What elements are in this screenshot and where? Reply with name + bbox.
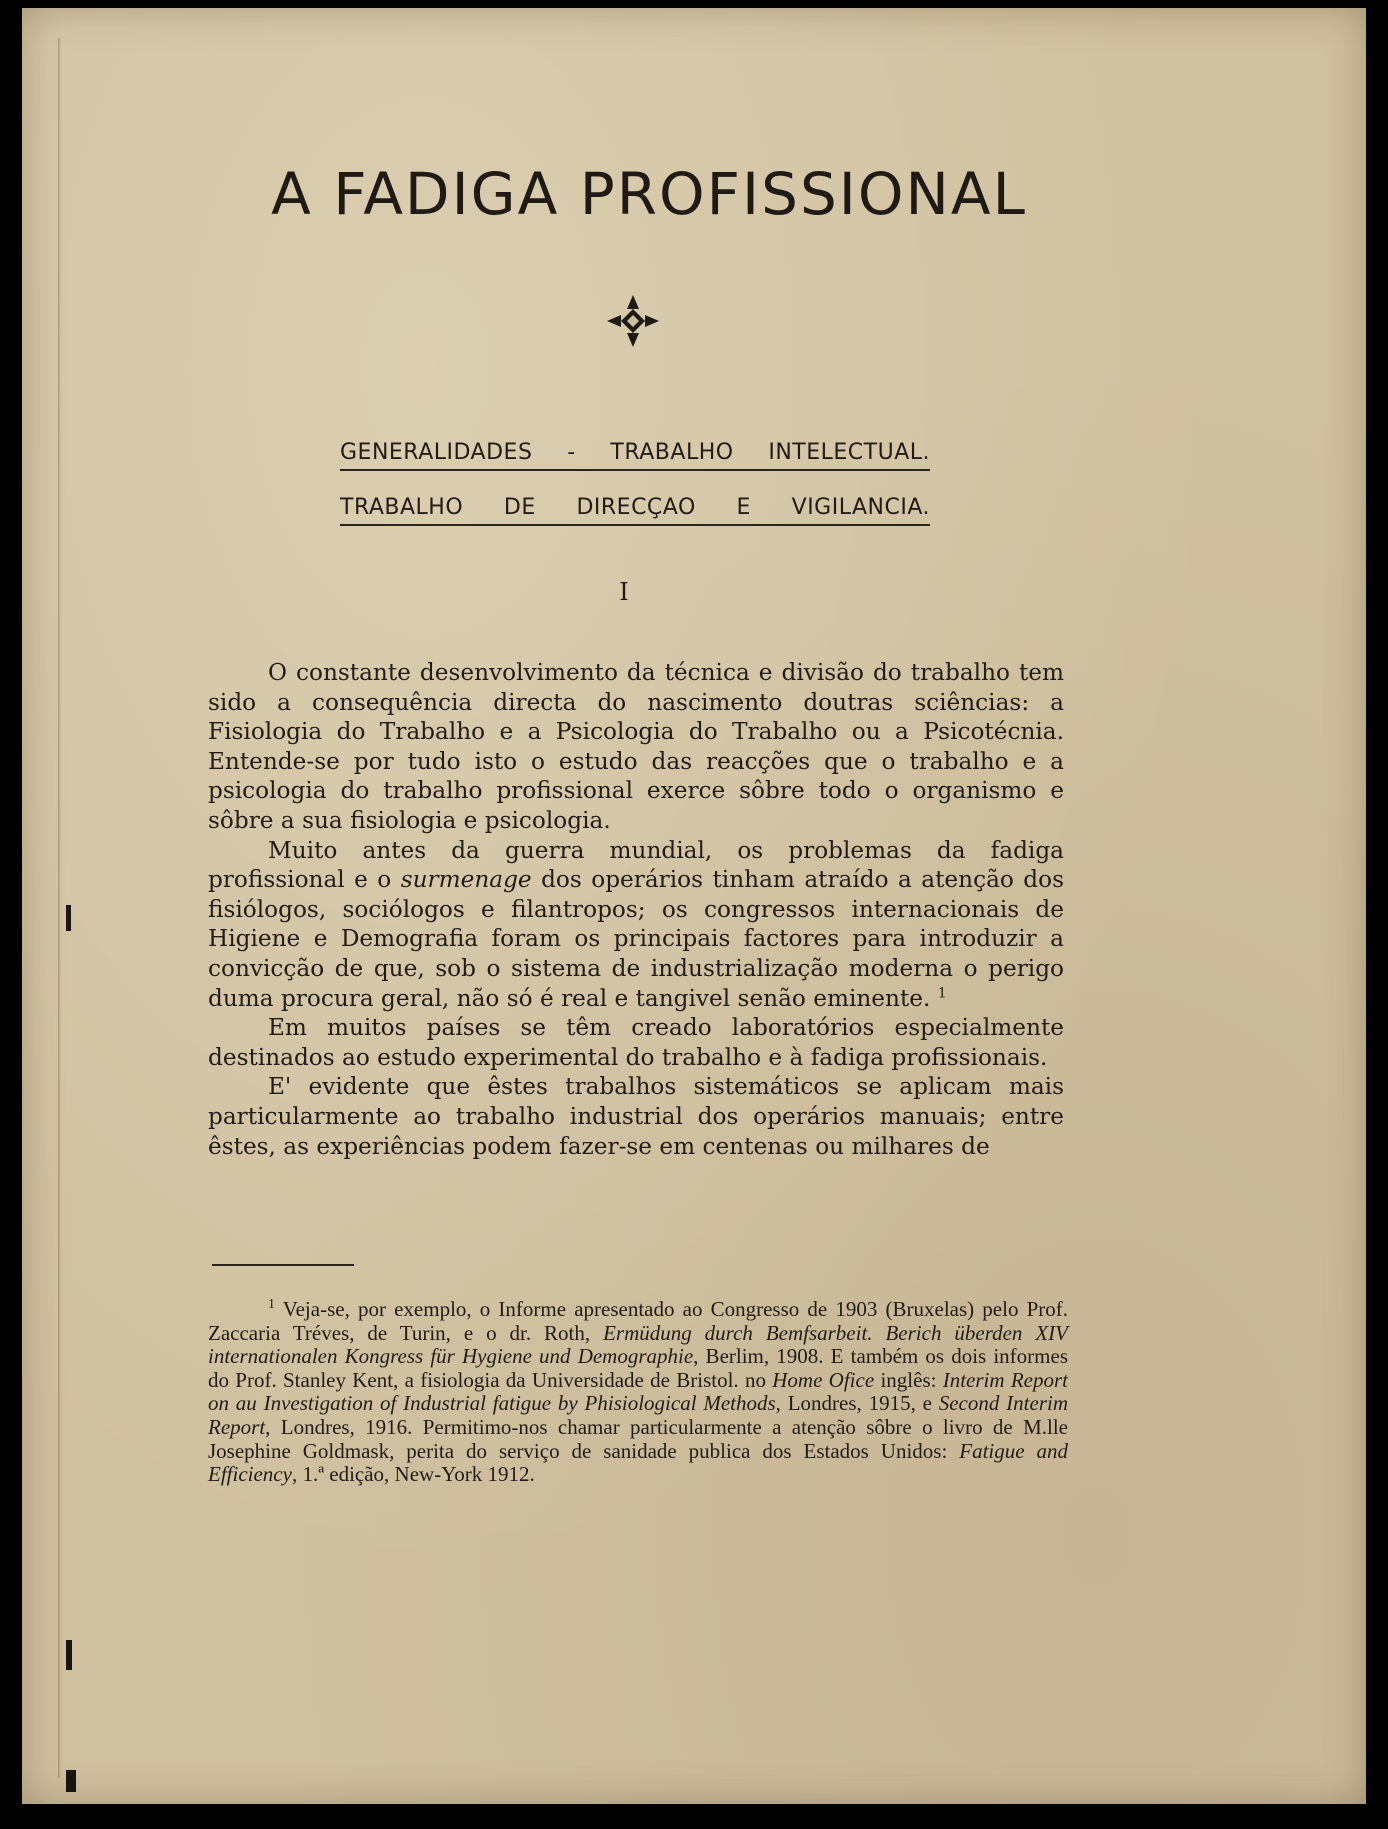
text-run: Muito antes da guerra mundial, os problemas da fadiga profissional e o xyxy=(208,836,1064,894)
italic-text: Ermüdung durch Bemfsarbeit. Berich überden XIV internationalen Kongress für Hygiene und Demographie xyxy=(208,1320,1068,1369)
text-run: , Berlim, 1908. E também os dois informes do Prof. Stanley Kent, a fisiologia da Universidade de Bristol. no xyxy=(208,1344,1068,1392)
text-run: inglês: xyxy=(874,1367,943,1392)
page-title: A FADIGA PROFISSIONAL xyxy=(271,160,1027,228)
italic-text: Home Ofice xyxy=(772,1367,875,1392)
page-fold-shadow xyxy=(58,38,61,1778)
binding-mark xyxy=(66,905,71,931)
italic-text: Fatigue and Efficiency xyxy=(208,1438,1069,1487)
footnote-separator xyxy=(212,1264,354,1266)
subheading-underline xyxy=(340,524,930,526)
text-run: , Londres, 1915, e xyxy=(775,1391,939,1416)
subheading-trabalho-direccao: TRABALHO DE DIRECÇAO E VIGILANCIA. xyxy=(340,495,930,520)
text-run: O constante desenvolvimento da técnica e divisão do trabalho tem sido a consequência directa do nascimento doutras sciências: a Fisiologia do Trabalho e a Psicologia do Trabalho ou a Psicotécnia. Entende-se por tudo isto o estudo das reacções que o trabalho e a psicologia do trabalho profissional exerce sôbre todo o organismo e sôbre a sua fisiologia e psicologia. xyxy=(208,659,1064,834)
text-run: , Londres, 1916. Permitimo-nos chamar particularmente a atenção sôbre o livro de M.lle Josephine Goldmask, perita do serviço de sanidade publica dos Estados Unidos: xyxy=(208,1414,1068,1463)
section-number: I xyxy=(619,578,629,606)
paragraph xyxy=(208,1072,1064,1161)
text-run: E' evidente que êstes trabalhos sistemáticos se aplicam mais particularmente ao trabalho industrial dos operários manuais; entre êstes, as experiências podem fazer-se em centenas ou milhares de xyxy=(208,1073,1064,1160)
text-run: , 1.ª edição, New-York 1912. xyxy=(291,1462,535,1487)
text-run: Veja-se, por exemplo, o Informe apresentado ao Congresso de 1903 (Bruxelas) pelo Prof. Zaccaria Tréves, de Turin, e o dr. Roth, xyxy=(208,1297,1068,1345)
paragraph xyxy=(208,658,1064,836)
italic-text: Interim Report on au Investigation of Industrial fatigue by Phisiological Methods xyxy=(208,1367,1068,1416)
binding-mark xyxy=(66,1770,76,1792)
subheading-underline xyxy=(340,469,930,471)
footnote xyxy=(208,1298,1068,1487)
italic-text: Second Interim Report xyxy=(208,1391,1068,1439)
text-run: Em muitos países se têm creado laboratórios especialmente destinados ao estudo experimental do trabalho e à fadiga profissionais. xyxy=(208,1014,1064,1071)
italic-text: surmenage xyxy=(400,866,532,894)
binding-mark xyxy=(66,1640,72,1670)
paragraph xyxy=(208,836,1064,1014)
footnote-marker: 1 xyxy=(268,1297,275,1312)
fleuron-ornament-icon xyxy=(605,293,661,349)
footnote-marker: 1 xyxy=(937,984,947,1001)
subheading-generalidades: GENERALIDADES - TRABALHO INTELECTUAL. xyxy=(340,440,930,465)
body-text xyxy=(208,658,1064,1161)
text-run: dos operários tinham atraído a atenção dos fisiólogos, sociólogos e filantropos; os congressos internacionais de Higiene e Demografia foram os principais factores para introduzir a convicção de que, sob o sistema de industrialização moderna o perigo duma procura geral, não só é real e tangivel senão eminente. xyxy=(208,866,1064,1012)
paragraph xyxy=(208,1013,1064,1072)
